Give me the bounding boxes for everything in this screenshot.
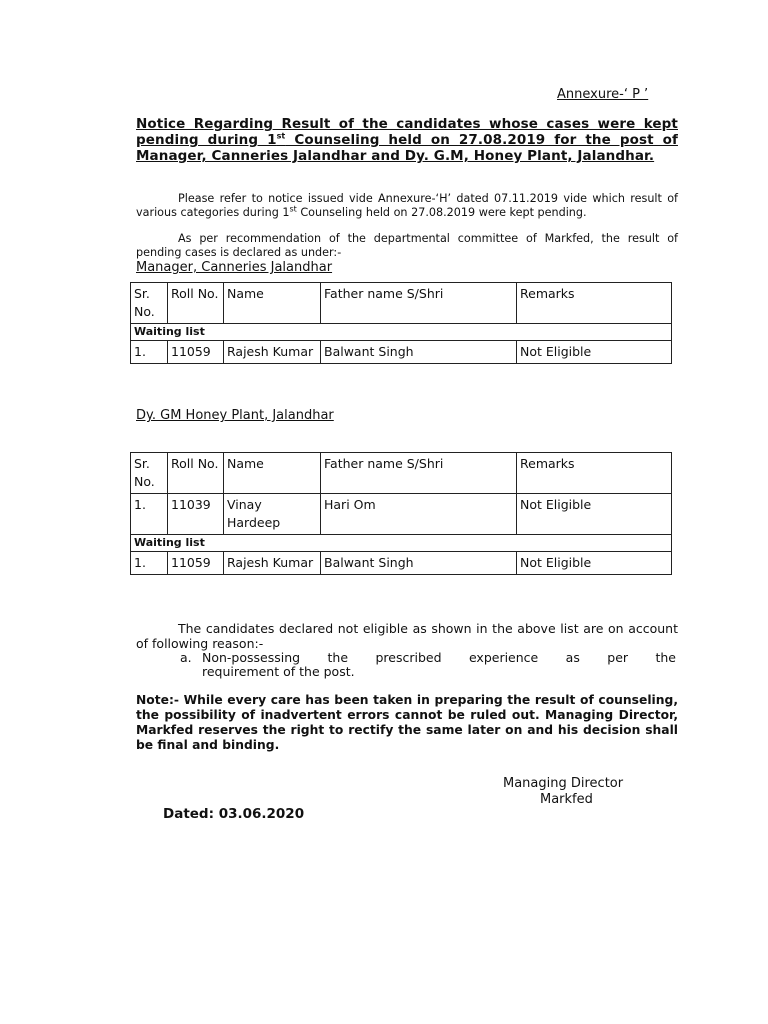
waiting-list-row xyxy=(131,324,672,341)
section-title-manager: Manager, Canneries Jalandhar xyxy=(136,260,333,275)
header-father: Father name S/Shri xyxy=(321,283,517,324)
header-sr: Sr. No. xyxy=(131,453,168,494)
table-row xyxy=(131,341,672,364)
heading-text-1: Notice Regarding Result of the candidates whose cases were kept pending during 1 xyxy=(136,116,678,148)
table-header-row xyxy=(131,453,672,494)
cell-father: Hari Om xyxy=(321,494,517,535)
ineligibility-paragraph xyxy=(136,621,678,651)
cell-roll: 11059 xyxy=(168,552,224,575)
annexure-label: Annexure-‘ P ’ xyxy=(557,87,649,102)
header-name: Name xyxy=(224,283,321,324)
reason-list-item xyxy=(180,651,678,679)
document-date: Dated: 03.06.2020 xyxy=(163,806,305,822)
notice-heading xyxy=(136,116,678,164)
reason-letter: a. xyxy=(180,650,192,665)
cell-roll: 11059 xyxy=(168,341,224,364)
recommendation-text: As per recommendation of the departmental committee of Markfed, the result of pending cases is declared as under:- xyxy=(136,232,678,259)
honey-plant-result-table xyxy=(130,452,672,575)
cell-remarks: Not Eligible xyxy=(517,494,672,535)
cell-remarks: Not Eligible xyxy=(517,552,672,575)
reason-text-line1: Non-possessing the prescribed experience as per the xyxy=(202,650,676,665)
intro-text-2: Counseling held on 27.08.2019 were kept pending. xyxy=(296,205,587,219)
intro-superscript: st xyxy=(289,203,297,213)
disclaimer-note: Note:- While every care has been taken in preparing the result of counseling, the possibility of inadvertent errors cannot be ruled out. Managing Director, Markfed reserves the right to rectify the same later on and his decision shall be final and binding. xyxy=(136,693,678,752)
header-roll: Roll No. xyxy=(168,453,224,494)
table-row xyxy=(131,552,672,575)
heading-text-2: Counseling held on 27.08.2019 for the post of Manager, Canneries Jalandhar and Dy. G.M, Honey Plant, Jalandhar. xyxy=(136,132,678,164)
signatory-organization: Markfed xyxy=(540,792,593,807)
header-sr: Sr. No. xyxy=(131,283,168,324)
cell-sr: 1. xyxy=(131,341,168,364)
manager-result-table xyxy=(130,282,672,364)
signatory-designation: Managing Director xyxy=(503,776,624,791)
header-father: Father name S/Shri xyxy=(321,453,517,494)
table-header-row xyxy=(131,283,672,324)
intro-paragraph xyxy=(136,192,678,219)
cell-father: Balwant Singh xyxy=(321,341,517,364)
cell-name: Vinay Hardeep xyxy=(224,494,321,535)
cell-name: Rajesh Kumar xyxy=(224,341,321,364)
waiting-list-label: Waiting list xyxy=(131,324,672,341)
cell-name: Rajesh Kumar xyxy=(224,552,321,575)
waiting-list-label: Waiting list xyxy=(131,535,672,552)
cell-remarks: Not Eligible xyxy=(517,341,672,364)
intro-text-1: Please refer to notice issued vide Annexure-‘H’ dated 07.11.2019 vide which result of various categories during 1 xyxy=(136,192,678,219)
table-row xyxy=(131,494,672,535)
recommendation-paragraph xyxy=(136,232,678,259)
cell-roll: 11039 xyxy=(168,494,224,535)
header-roll: Roll No. xyxy=(168,283,224,324)
header-name: Name xyxy=(224,453,321,494)
header-remarks: Remarks xyxy=(517,283,672,324)
waiting-list-row xyxy=(131,535,672,552)
heading-superscript: st xyxy=(276,131,286,141)
cell-sr: 1. xyxy=(131,552,168,575)
reason-text-line2: requirement of the post. xyxy=(202,664,355,679)
cell-sr: 1. xyxy=(131,494,168,535)
header-remarks: Remarks xyxy=(517,453,672,494)
cell-father: Balwant Singh xyxy=(321,552,517,575)
section-title-honey-plant: Dy. GM Honey Plant, Jalandhar xyxy=(136,408,334,423)
ineligibility-text: The candidates declared not eligible as shown in the above list are on account of following reason:- xyxy=(136,621,678,651)
